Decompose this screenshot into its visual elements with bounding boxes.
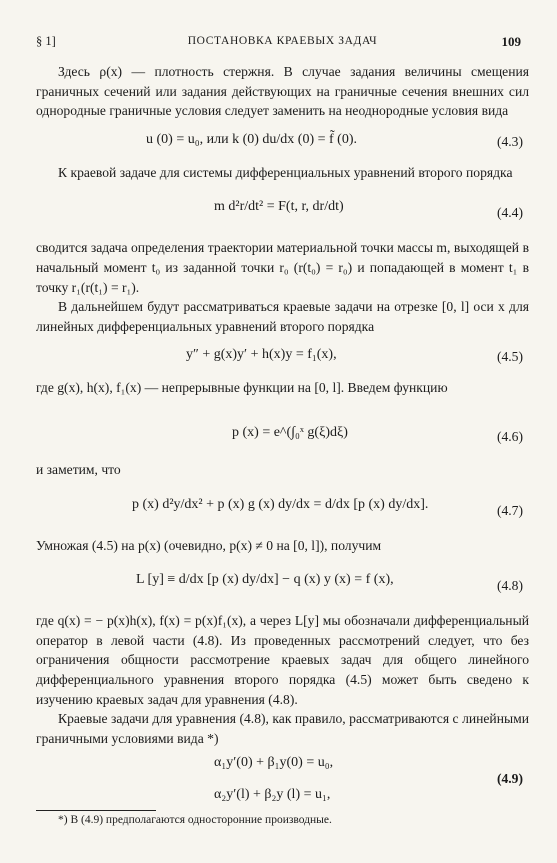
paragraph-3: сводится задача определения траектории материальной точки массы m, выходящей в начальный момент t₀ из заданной точки r₀ (r(t₀) = r₀) и попадающей в момент t₁ в точку r₁(r(t₁) = r₁). [36, 240, 529, 295]
equation-4-4-formula: m d²r/dt² = F(t, r, dr/dt) [214, 199, 344, 215]
equation-4-5-number: (4.5) [496, 349, 523, 365]
page-number: 109 [501, 34, 521, 49]
equation-4-9-line-2: α₂y′(l) + β₂y (l) = u₁, [214, 787, 331, 803]
equation-4-8 [36, 558, 529, 608]
equation-4-9-number: (4.9) [496, 771, 523, 787]
equation-4-3-number: (4.3) [496, 133, 523, 149]
paragraph-1: Здесь ρ(x) — плотность стержня. В случае задания величины смещения граничных сечений или задания действующих на граничные сечения внешних сил однородные граничные условия следует заменить на неоднородные условия вида [36, 64, 529, 119]
running-title: ПОСТАНОВКА КРАЕВЫХ ЗАДАЧ [187, 35, 378, 47]
footnote-rule [36, 810, 156, 811]
equation-4-6-formula: p (x) = e^(∫₀ˣ g(ξ)dξ) [232, 424, 348, 440]
equation-4-6-number: (4.6) [496, 428, 523, 444]
paragraph-4: В дальнейшем будут рассматриваться краевые задачи на отрезке [0, l] оси x для линейных дифференциальных уравнений второго порядка [36, 299, 529, 334]
equation-4-8-number: (4.8) [496, 578, 523, 594]
equation-4-5 [36, 339, 529, 375]
equation-4-9-line-1: α₁y′(0) + β₁y(0) = u₀, [214, 755, 334, 771]
equation-4-4-number: (4.4) [496, 205, 523, 221]
equation-4-8-formula: L [y] ≡ d/dx [p (x) dy/dx] − q (x) y (x) = f (x), [136, 572, 394, 588]
running-header [36, 34, 529, 52]
equation-4-7-formula: p (x) d²y/dx² + p (x) g (x) dy/dx = d/dx [p (x) dy/dx]. [132, 496, 429, 512]
equation-4-3-formula: u (0) = u₀, или k (0) du/dx (0) = f̃ (0). [146, 131, 357, 147]
equation-4-3 [36, 124, 529, 160]
paragraph-5: где g(x), h(x), f₁(x) — непрерывные функции на [0, l]. Введем функцию [36, 380, 448, 396]
paragraph-2: К краевой задаче для системы дифференциальных уравнений второго порядка [58, 164, 513, 180]
equation-4-9 [36, 751, 529, 807]
footnote: *) В (4.9) предполагаются односторонние производные. [58, 814, 332, 826]
equation-4-5-formula: y″ + g(x)y′ + h(x)y = f₁(x), [186, 347, 337, 363]
equation-4-7-number: (4.7) [496, 502, 523, 518]
paragraph-9: Краевые задачи для уравнения (4.8), как правило, рассматриваются с линейными граничными условиями вида *) [36, 711, 529, 746]
section-marker: § 1] [36, 34, 56, 48]
page-body [36, 62, 529, 810]
equation-4-4 [36, 185, 529, 235]
equation-4-6 [36, 401, 529, 457]
paragraph-8: где q(x) = − p(x)h(x), f(x) = p(x)f₁(x), а через L[y] мы обозначали дифференциальный оператор в левой части (4.8). Из проведенных рассмотрений следует, что без ограничения общности рассмотрение краевых задач для общего линейного дифференциального уравнения второго порядка (4.5) может быть сведено к изучению краевых задач для уравнения (4.8). [36, 613, 529, 707]
paragraph-7: Умножая (4.5) на p(x) (очевидно, p(x) ≠ 0 на [0, l]), получим [36, 537, 382, 553]
paragraph-6: и заметим, что [36, 461, 121, 477]
equation-4-7 [36, 483, 529, 533]
